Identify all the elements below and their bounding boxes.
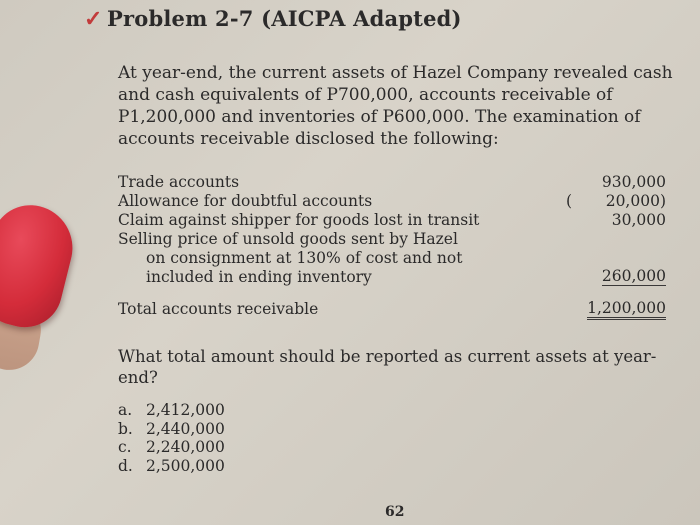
choice-letter: d.	[118, 456, 133, 475]
table-row	[118, 268, 678, 287]
problem-title: Problem 2-7 (AICPA Adapted)	[107, 6, 462, 31]
row-label: included in ending inventory	[146, 268, 372, 286]
choice-b	[118, 420, 225, 439]
choice-letter: b.	[118, 419, 133, 438]
choice-text: 2,440,000	[146, 419, 225, 438]
problem-paragraph: At year-end, the current assets of Hazel Company revealed cash and cash equivalents of P700,000, accounts receivable of P1,200,000 and inventories of P600,000. The examination of accounts receivable disclosed the following:	[118, 63, 673, 149]
answer-choices	[118, 401, 225, 475]
choice-letter: c.	[118, 438, 132, 456]
check-mark-icon: ✓	[84, 6, 103, 32]
question-text: What total amount should be reported as current assets at year-end?	[118, 347, 657, 387]
choice-a	[118, 401, 225, 420]
choice-text: 2,500,000	[146, 456, 225, 475]
row-label: Selling price of unsold goods sent by Hazel	[118, 230, 458, 248]
table-row	[118, 173, 678, 192]
total-row	[118, 300, 678, 319]
painted-fingernail	[0, 197, 82, 335]
table-row	[118, 192, 678, 211]
row-label: on consignment at 130% of cost and not	[146, 249, 463, 267]
choice-letter: a.	[118, 401, 133, 419]
row-amount: 30,000	[611, 211, 666, 229]
total-label: Total accounts receivable	[118, 300, 319, 318]
row-amount: 930,000	[601, 173, 666, 191]
table-row	[118, 249, 678, 268]
receivables-table	[118, 173, 678, 319]
table-row	[118, 211, 678, 230]
row-label: Claim against shipper for goods lost in transit	[118, 211, 480, 229]
page-number: 62	[385, 504, 405, 520]
open-paren: (	[566, 192, 573, 210]
row-label: Trade accounts	[118, 173, 240, 191]
row-label: Allowance for doubtful accounts	[118, 192, 373, 210]
choice-d	[118, 457, 225, 476]
choice-text: 2,412,000	[146, 401, 225, 419]
row-amount: 20,000)	[605, 192, 666, 210]
total-amount: 1,200,000	[587, 300, 666, 320]
row-amount: 260,000	[601, 267, 666, 285]
table-row	[118, 230, 678, 249]
choice-text: 2,240,000	[146, 438, 225, 456]
choice-c	[118, 438, 225, 457]
